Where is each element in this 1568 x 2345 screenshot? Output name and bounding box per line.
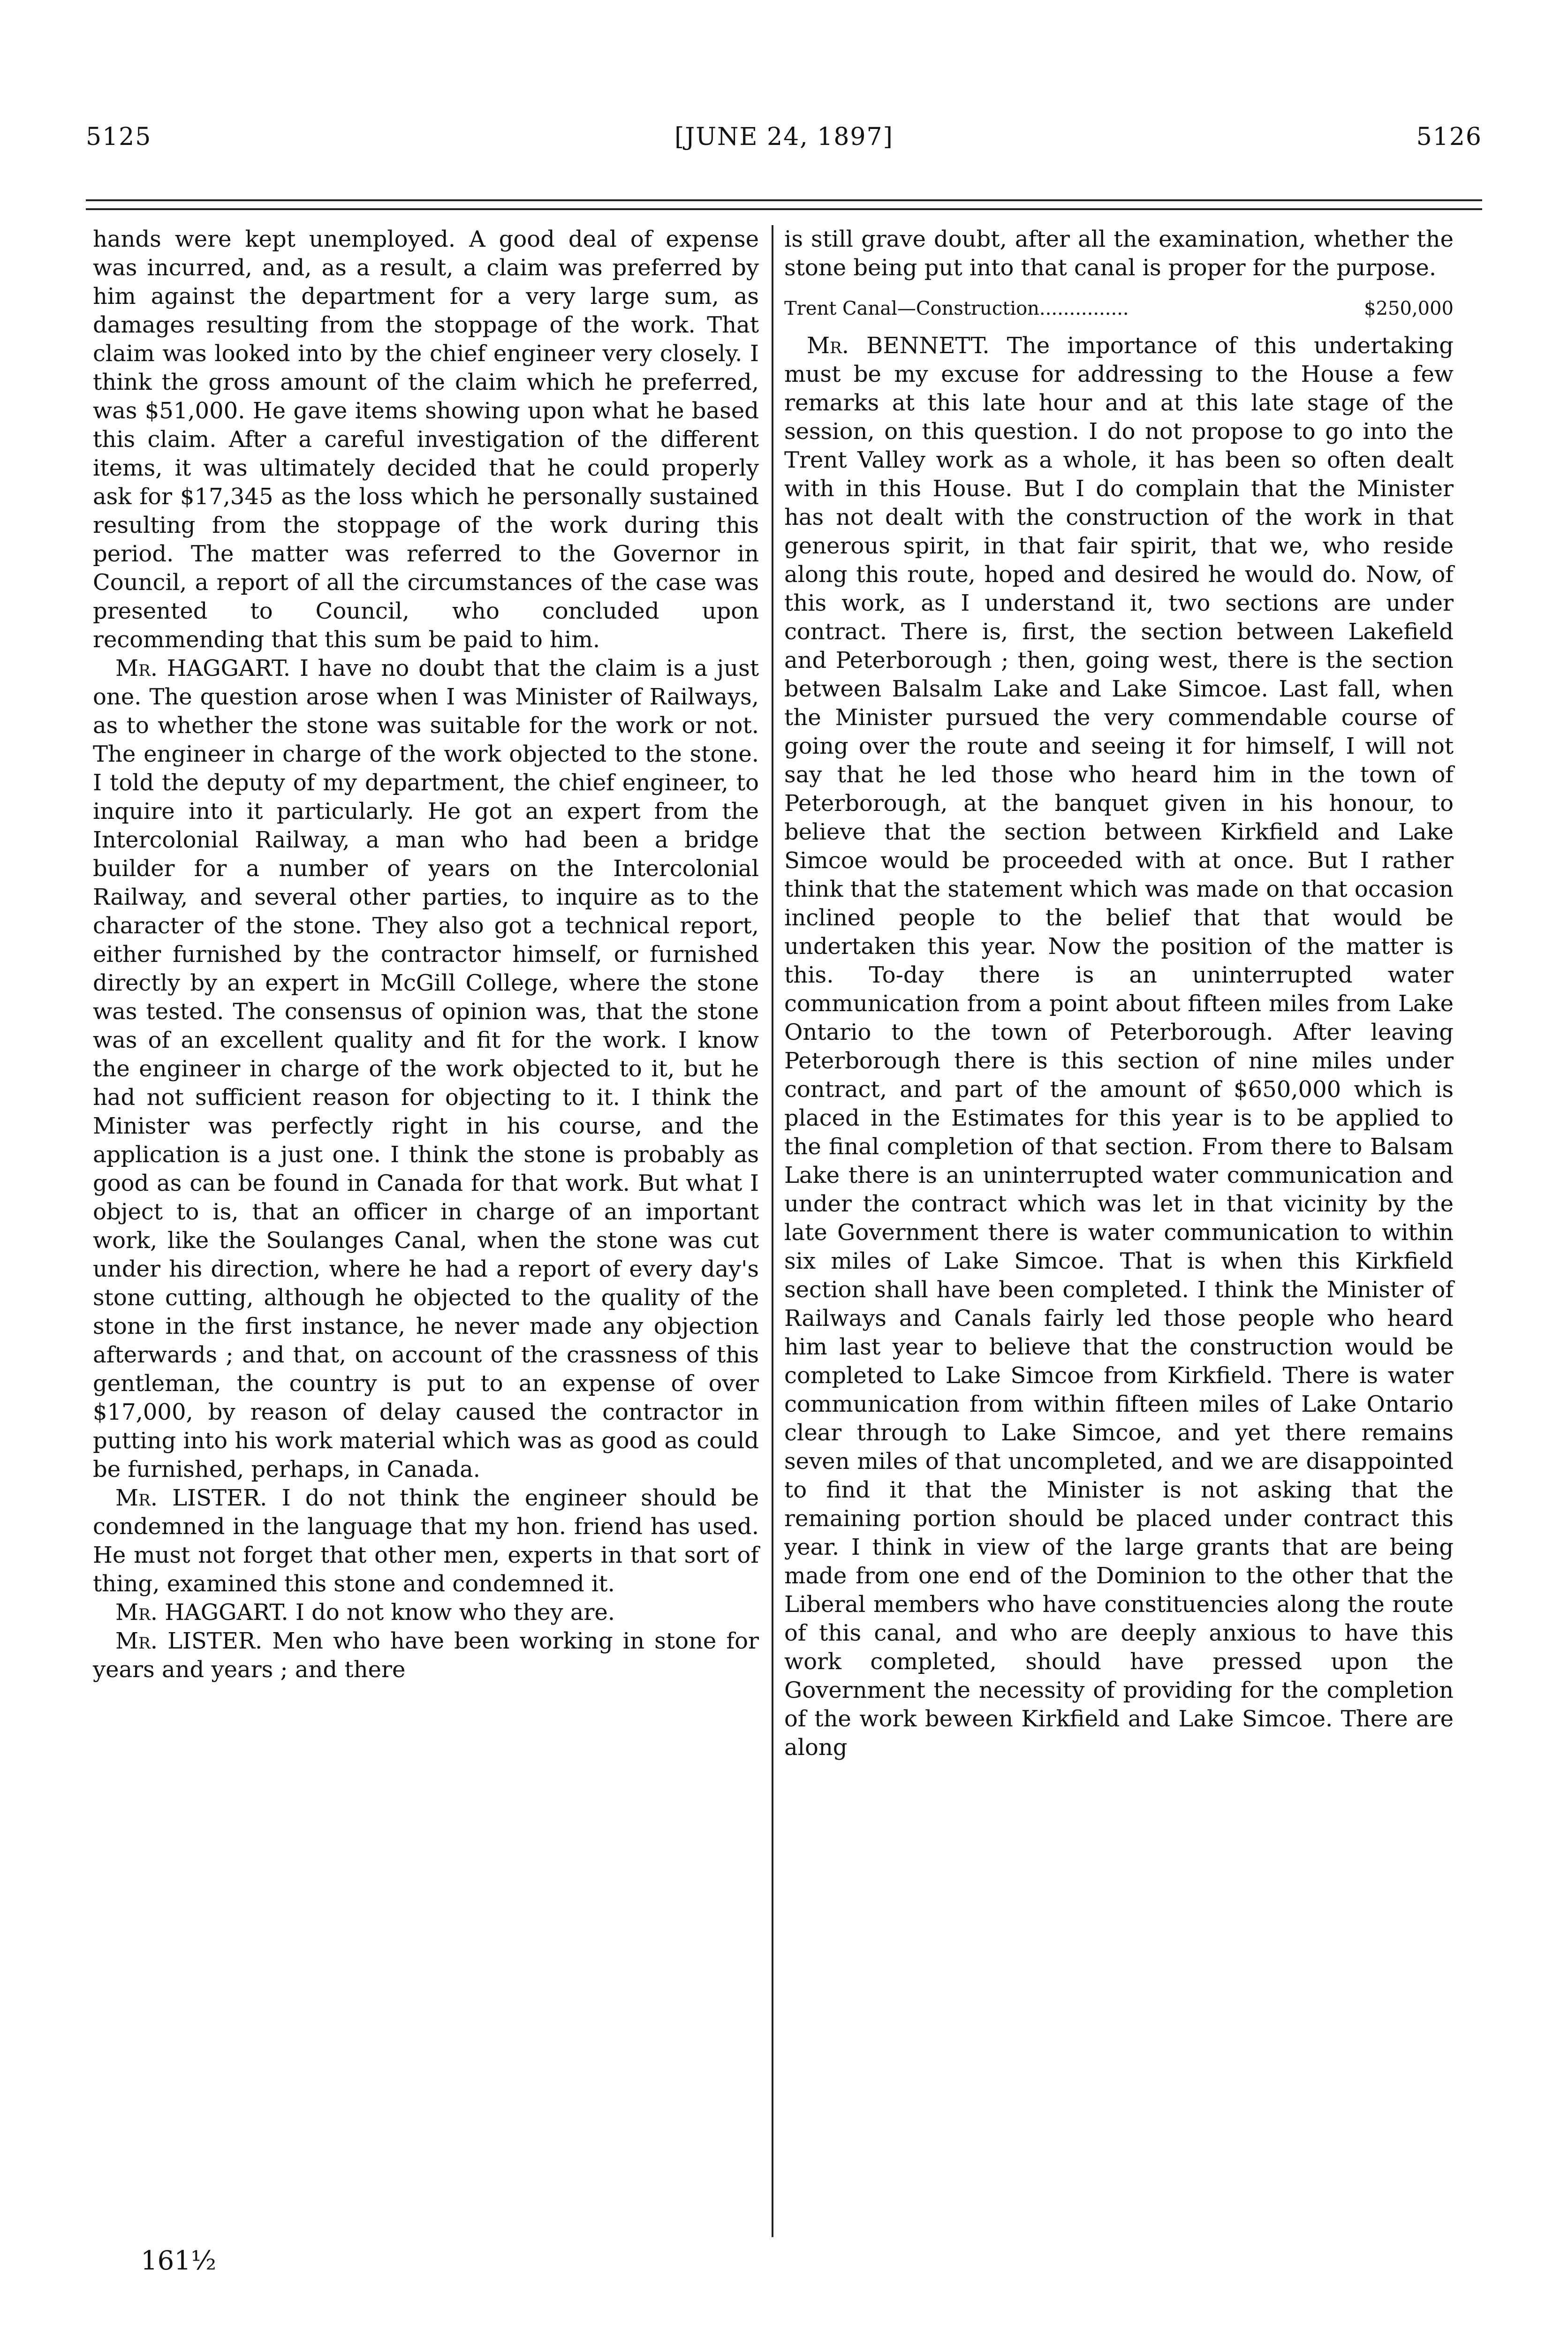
speech-text: I do not think the engineer should be condemned in the language that my hon. friend has used. He must not forget that other men, experts in that sort of thing, examined this stone and condemned it. — [93, 1485, 759, 1597]
paragraph — [93, 1598, 759, 1627]
speaker-name: Mr. HAGGART. — [115, 655, 291, 681]
speaker-name: Mr. LISTER. — [115, 1628, 263, 1654]
budget-line — [784, 295, 1454, 323]
right-column — [784, 225, 1454, 1762]
column-divider — [772, 225, 773, 2237]
paragraph — [784, 332, 1454, 1762]
page-header — [86, 123, 1482, 160]
page-number-left: 5125 — [86, 123, 152, 151]
speaker-name: Mr. LISTER. — [115, 1485, 267, 1511]
paragraph — [93, 1627, 759, 1684]
speech-text: The importance of this undertaking must be my excuse for addressing to the House a few remarks at this late hour and at this late stage of the session, on this question. I do not propose to go into the Trent Valley work as a whole, it has been so often dealt with in this House. But I do complain that the Minister has not dealt with the construction of the work in that generous spirit, in that fair spirit, that we, who reside along this route, hoped and desired he would do. Now, of this work, as I understand it, two sections are under contract. There is, first, the section between Lakefield and Peterborough ; then, going west, there is the section between Balsalm Lake and Lake Simcoe. Last fall, when the Minister pursued the very commendable course of going over the route and seeing it for himself, I will not say that he led those who heard him in the town of Peterborough, at the banquet given in his honour, to believe that the section between Kirkfield and Lake Simcoe would be proceeded with at once. But I rather think that the statement which was made on that occasion inclined people to the belief that that would be undertaken this year. Now the position of the matter is this. To-day there is an uninterrupted water communication from a point about fifteen miles from Lake Ontario to the town of Peterborough. After leaving Peterborough there is this section of nine miles under contract, and part of the amount of $650,000 which is placed in the Estimates for this year is to be applied to the final completion of that section. From there to Balsam Lake there is an uninterrupted water communication and under the contract which was let in that vicinity by the late Government there is water communication to within six miles of Lake Simcoe. That is when this Kirkfield section shall have been completed. I think the Minister of Railways and Canals fairly led those people who heard him last year to believe that the construction would be completed to Lake Simcoe from Kirkfield. There is water communication from within fifteen miles of Lake Ontario clear through to Lake Simcoe, and yet there remains seven miles of that uncompleted, and we are disappointed to find it that the Minister is not asking that the remaining portion should be placed under contract this year. I think in view of the large grants that are being made from one end of the Dominion to the other that the Liberal members who have constituencies along the route of this canal, and who are deeply anxious to have this work completed, should have pressed upon the Government the necessity of providing for the completion of the work beween Kirkfield and Lake Simcoe. There are along — [784, 333, 1454, 1761]
paragraph: is still grave doubt, after all the examination, whether the stone being put into that canal is proper for the purpose. — [784, 226, 1454, 281]
speaker-name: Mr. BENNETT. — [807, 333, 990, 359]
speech-text: I have no doubt that the claim is a just one. The question arose when I was Minister of Railways, as to whether the stone was suitable for the work or not. The engineer in charge of the work objected to the stone. I told the deputy of my department, the chief engineer, to inquire into it particularly. He got an expert from the Intercolonial Railway, a man who had been a bridge builder for a number of years on the Intercolonial Railway, and several other parties, to inquire as to the character of the stone. They also got a technical report, either furnished by the contractor himself, or furnished directly by an expert in McGill College, where the stone was tested. The consensus of opinion was, that the stone was of an excellent quality and fit for the work. I know the engineer in charge of the work objected to it, but he had not sufficient reason for objecting to it. I think the Minister was perfectly right in his course, and the application is a just one. I think the stone is probably as good as can be found in Canada for that work. But what I object to is, that an officer in charge of an important work, like the Soulanges Canal, when the stone was cut under his direction, where he had a report of every day's stone cutting, although he objected to the quality of the stone in the first instance, he never made any objection afterwards ; and that, on account of the crassness of this gentleman, the country is put to an expense of over $17,000, by reason of delay caused the contractor in putting into his work material which was as good as could be furnished, perhaps, in Canada. — [93, 655, 759, 1483]
signature-mark: 161½ — [141, 2246, 217, 2276]
speech-text: I do not know who they are. — [288, 1599, 615, 1626]
page-number-right: 5126 — [1416, 123, 1482, 151]
header-rule-top — [86, 199, 1482, 201]
page-date: [JUNE 24, 1897] — [674, 123, 894, 151]
budget-amount: $250,000 — [1364, 298, 1454, 319]
header-rule-bottom — [86, 208, 1482, 210]
paragraph — [93, 1484, 759, 1598]
paragraph — [93, 654, 759, 1484]
speaker-name: Mr. HAGGART. — [115, 1599, 288, 1626]
left-column — [93, 225, 759, 1684]
speech-text: Men who have been working in stone for years and years ; and there — [93, 1628, 759, 1683]
budget-item: Trent Canal—Construction............... — [784, 298, 1129, 319]
paragraph: hands were kept unemployed. A good deal of expense was incurred, and, as a result, a claim was preferred by him against the department for a very large sum, as damages resulting from the stoppage of the work. That claim was looked into by the chief engineer very closely. I think the gross amount of the claim which he preferred, was $51,000. He gave items showing upon what he based this claim. After a careful investigation of the different items, it was ultimately decided that he could properly ask for $17,345 as the loss which he personally sustained resulting from the stoppage of the work during this period. The matter was referred to the Governor in Council, a report of all the circumstances of the case was presented to Council, who concluded upon recommending that this sum be paid to him. — [93, 226, 759, 653]
